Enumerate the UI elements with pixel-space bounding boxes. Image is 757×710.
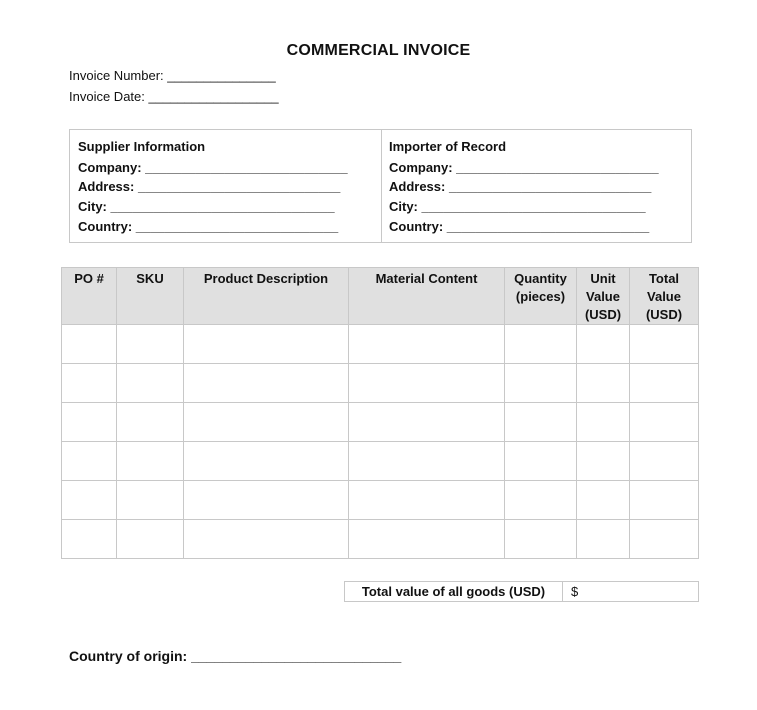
table-cell-description[interactable] <box>184 442 349 481</box>
importer-address-field[interactable]: Address: ____________________________ <box>389 179 652 194</box>
invoice-date-field[interactable]: Invoice Date: __________________ <box>69 89 279 104</box>
total-value-field[interactable]: $ <box>571 584 579 599</box>
table-cell-description[interactable] <box>184 403 349 442</box>
header-quantity-line-1: Quantity <box>514 271 567 286</box>
header-total-value-line-2: Value <box>647 289 681 304</box>
header-po-number <box>62 268 117 325</box>
table-cell-total-value[interactable] <box>630 364 699 403</box>
supplier-country-field[interactable]: Country: ____________________________ <box>78 219 339 234</box>
table-row <box>62 325 699 364</box>
table-cell-quantity[interactable] <box>505 520 577 559</box>
table-cell-quantity[interactable] <box>505 364 577 403</box>
table-cell-quantity[interactable] <box>505 442 577 481</box>
table-cell-unit-value[interactable] <box>577 442 630 481</box>
table-cell-quantity[interactable] <box>505 325 577 364</box>
table-cell-quantity[interactable] <box>505 403 577 442</box>
header-quantity <box>505 268 577 325</box>
table-cell-sku[interactable] <box>117 325 184 364</box>
table-cell-sku[interactable] <box>117 520 184 559</box>
header-product-description-line-1: Product Description <box>203 271 329 286</box>
table-cell-material[interactable] <box>349 364 505 403</box>
table-cell-po[interactable] <box>62 364 117 403</box>
supplier-heading: Supplier Information <box>78 139 206 154</box>
items-table <box>61 267 699 559</box>
table-cell-description[interactable] <box>184 364 349 403</box>
header-unit-value-line-1: Unit <box>590 271 616 286</box>
table-cell-description[interactable] <box>184 481 349 520</box>
header-total-value-line-1: Total <box>648 271 680 286</box>
table-row <box>62 520 699 559</box>
table-cell-unit-value[interactable] <box>577 520 630 559</box>
header-sku-line-1: SKU <box>136 271 164 286</box>
table-cell-material[interactable] <box>349 403 505 442</box>
table-cell-total-value[interactable] <box>630 520 699 559</box>
header-unit-value-line-3: (USD) <box>584 307 622 322</box>
invoice-number-field[interactable]: Invoice Number: _______________ <box>69 68 276 83</box>
importer-city-field[interactable]: City: _______________________________ <box>389 199 646 214</box>
total-value-label: Total value of all goods (USD) <box>345 582 563 601</box>
table-cell-po[interactable] <box>62 481 117 520</box>
importer-heading: Importer of Record <box>389 139 507 154</box>
importer-company-field[interactable]: Company: ____________________________ <box>389 160 659 175</box>
table-cell-unit-value[interactable] <box>577 364 630 403</box>
header-sku <box>117 268 184 325</box>
supplier-address-field[interactable]: Address: ____________________________ <box>78 179 341 194</box>
table-cell-total-value[interactable] <box>630 481 699 520</box>
header-material-content <box>349 268 505 325</box>
table-cell-total-value[interactable] <box>630 442 699 481</box>
table-row <box>62 481 699 520</box>
table-cell-sku[interactable] <box>117 442 184 481</box>
country-of-origin-field[interactable]: Country of origin: ___________________________ <box>69 648 402 664</box>
supplier-company-field[interactable]: Company: ____________________________ <box>78 160 348 175</box>
table-cell-po[interactable] <box>62 403 117 442</box>
table-cell-total-value[interactable] <box>630 403 699 442</box>
table-cell-description[interactable] <box>184 325 349 364</box>
importer-section <box>382 130 691 242</box>
table-cell-po[interactable] <box>62 325 117 364</box>
header-unit-value <box>577 268 630 325</box>
table-cell-unit-value[interactable] <box>577 403 630 442</box>
table-cell-quantity[interactable] <box>505 481 577 520</box>
table-cell-po[interactable] <box>62 442 117 481</box>
total-value-box <box>344 581 699 602</box>
table-cell-unit-value[interactable] <box>577 481 630 520</box>
header-product-description <box>184 268 349 325</box>
table-cell-description[interactable] <box>184 520 349 559</box>
invoice-title: COMMERCIAL INVOICE <box>286 42 471 59</box>
supplier-section <box>70 130 382 242</box>
table-cell-sku[interactable] <box>117 364 184 403</box>
table-cell-material[interactable] <box>349 442 505 481</box>
header-po-number-line-1: PO # <box>74 271 104 286</box>
table-row <box>62 364 699 403</box>
table-cell-material[interactable] <box>349 325 505 364</box>
table-cell-sku[interactable] <box>117 481 184 520</box>
header-material-content-line-1: Material Content <box>375 271 478 286</box>
table-row <box>62 403 699 442</box>
table-cell-total-value[interactable] <box>630 325 699 364</box>
table-cell-unit-value[interactable] <box>577 325 630 364</box>
table-cell-material[interactable] <box>349 481 505 520</box>
header-total-value-line-3: (USD) <box>645 307 683 322</box>
items-header-row <box>62 268 699 325</box>
header-unit-value-line-2: Value <box>586 289 620 304</box>
importer-country-field[interactable]: Country: ____________________________ <box>389 219 650 234</box>
table-cell-sku[interactable] <box>117 403 184 442</box>
party-information-box <box>69 129 692 243</box>
table-row <box>62 442 699 481</box>
table-cell-po[interactable] <box>62 520 117 559</box>
supplier-city-field[interactable]: City: _______________________________ <box>78 199 335 214</box>
table-cell-material[interactable] <box>349 520 505 559</box>
header-quantity-line-2: (pieces) <box>515 289 566 304</box>
header-total-value <box>630 268 699 325</box>
